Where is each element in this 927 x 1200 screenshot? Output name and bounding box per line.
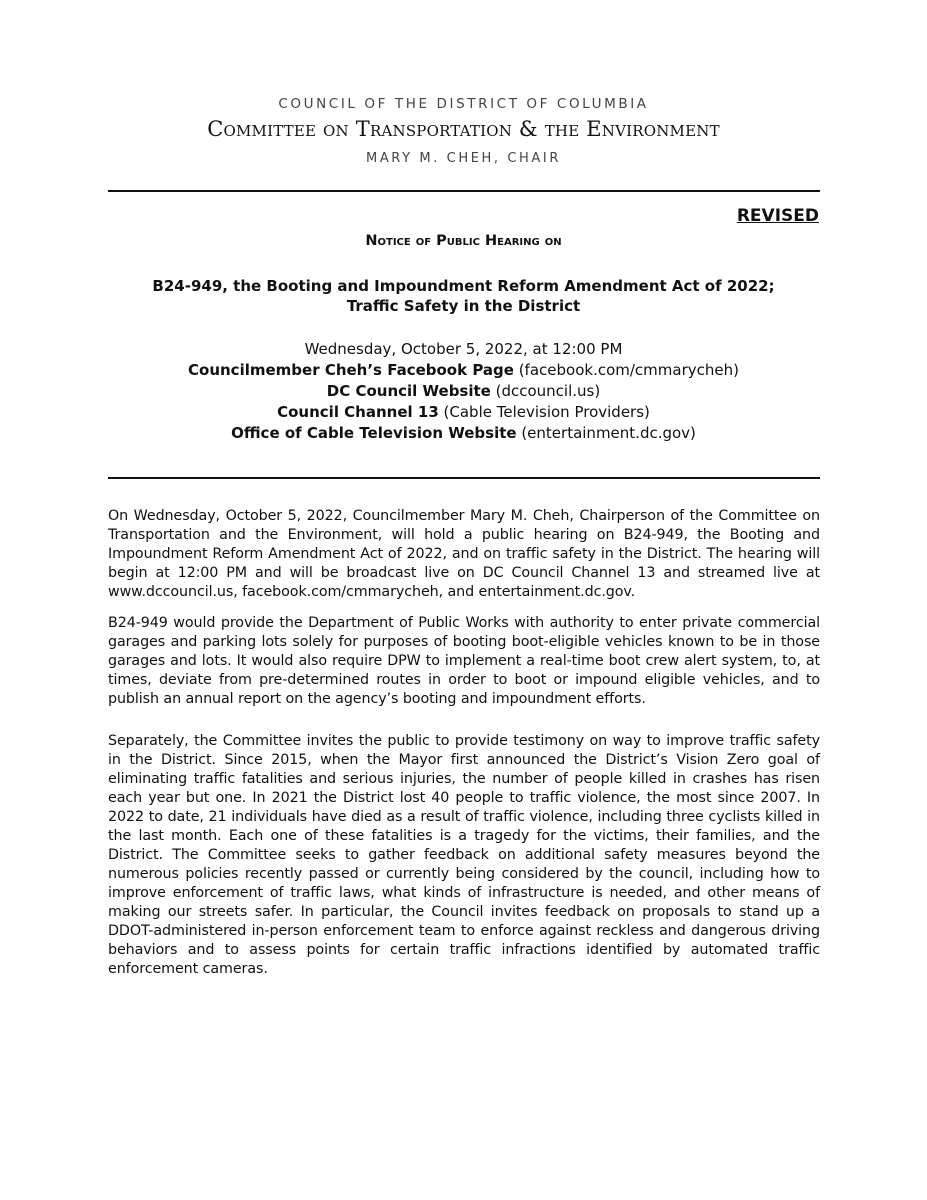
chair-name: MARY M. CHEH, CHAIR xyxy=(366,151,561,166)
paragraph-hearing-announcement: On Wednesday, October 5, 2022, Councilmember Mary M. Cheh, Chairperson of the Committee on Transportation and the Environment, will hold a public hearing on B24-949, the Booting and Impoundment Reform Amendment Act of 2022, and on traffic safety in the District. The hearing will begin at 12:00 PM and will be broadcast live on DC Council Channel 13 and streamed live at www.dccouncil.us, facebook.com/cmmarycheh, and entertainment.dc.gov. xyxy=(108,508,820,600)
venue-detail: (entertainment.dc.gov) xyxy=(516,424,696,442)
venue-cable-tv-website xyxy=(0,423,927,444)
bill-title xyxy=(0,276,927,316)
venue-name: DC Council Website xyxy=(326,382,491,400)
venue-name: Councilmember Cheh’s Facebook Page xyxy=(188,361,514,379)
venue-council-channel xyxy=(0,402,927,423)
venue-detail: (Cable Television Providers) xyxy=(438,403,650,421)
hearing-datetime: Wednesday, October 5, 2022, at 12:00 PM xyxy=(304,340,623,358)
bill-title-line: B24-949, the Booting and Impoundment Reform Amendment Act of 2022; xyxy=(152,277,775,295)
schedule-divider xyxy=(108,477,820,479)
committee-name: Committee on Transportation & the Environment xyxy=(207,117,720,141)
venue-detail: (facebook.com/cmmarycheh) xyxy=(513,361,739,379)
venue-name: Council Channel 13 xyxy=(277,403,439,421)
header-divider xyxy=(108,190,820,192)
notice-body xyxy=(108,507,820,979)
venue-facebook xyxy=(0,360,927,381)
venue-name: Office of Cable Television Website xyxy=(231,424,517,442)
paragraph-traffic-safety: Separately, the Committee invites the public to provide testimony on way to improve traffic safety in the District. Since 2015, when the Mayor first announced the District’s Vision Zero goal of eliminating traffic fatalities and serious injuries, the number of people killed in crashes has risen each year but one. In 2021 the District lost 40 people to traffic violence, the most since 2007. In 2022 to date, 21 individuals have died as a result of traffic violence, including three cyclists killed in the last month. Each one of these fatalities is a tragedy for the victims, their families, and the District. The Committee seeks to gather feedback on additional safety measures beyond the numerous policies recently passed or currently being considered by the council, including how to improve enforcement of traffic laws, what kinds of infrastructure is needed, and other means of making our streets safer. In particular, the Council invites feedback on proposals to stand up a DDOT-administered in-person enforcement team to enforce against reckless and dangerous driving behaviors and to assess points for certain traffic infractions identified by automated traffic enforcement cameras. xyxy=(108,733,820,977)
venue-detail: (dccouncil.us) xyxy=(490,382,601,400)
bill-title-line: Traffic Safety in the District xyxy=(346,297,581,315)
notice-title: Notice of Public Hearing on xyxy=(365,233,562,249)
council-name: COUNCIL OF THE DISTRICT OF COLUMBIA xyxy=(278,96,649,112)
revised-label: REVISED xyxy=(736,206,819,226)
paragraph-bill-summary: B24-949 would provide the Department of Public Works with authority to enter private commercial garages and parking lots solely for purposes of booting boot-eligible vehicles known to be in those garages and lots. It would also require DPW to implement a real-time boot crew alert system, to, at times, deviate from pre-determined routes in order to boot or impound eligible vehicles, and to publish an annual report on the agency’s booting and impoundment efforts. xyxy=(108,615,820,707)
hearing-schedule xyxy=(0,339,927,444)
venue-dc-council-website xyxy=(0,381,927,402)
